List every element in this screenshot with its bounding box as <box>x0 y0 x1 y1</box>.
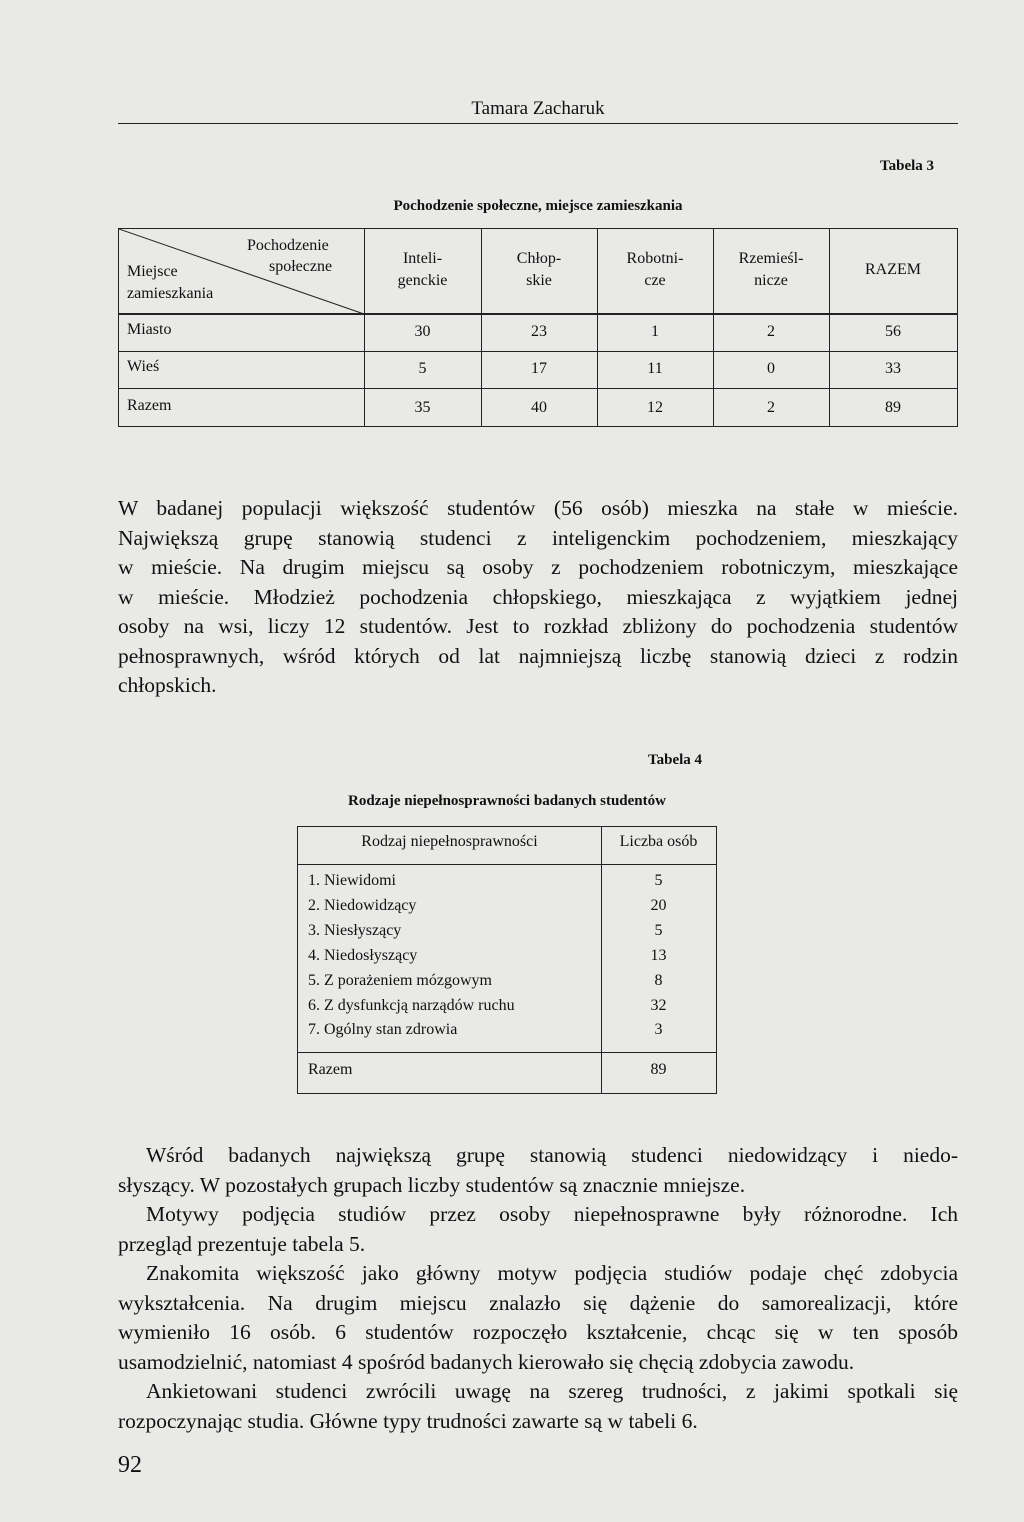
header-rule <box>118 123 958 124</box>
table4-title: Rodzaje niepełnosprawności badanych studentów <box>348 793 666 809</box>
paragraph-4 <box>118 1259 958 1377</box>
col-header-line: Rzemieśl- <box>738 250 804 267</box>
corner-top-line: Pochodzenie <box>247 237 329 254</box>
text-line: Ankietowani studenci zwrócili uwagę na szereg trudności, z jakimi spotkali się <box>146 1379 958 1403</box>
table3-header-rule <box>119 313 957 315</box>
page-number: 92 <box>118 1452 142 1478</box>
table4-header-rule <box>298 864 716 865</box>
col-header-line: nicze <box>754 272 788 289</box>
table3-row-rule <box>119 388 957 389</box>
table4-total-label: Razem <box>308 1061 353 1078</box>
table4-row-label: 1. Niewidomi <box>308 872 396 889</box>
table3-number: Tabela 3 <box>880 158 935 174</box>
paragraph-3 <box>118 1200 958 1259</box>
running-head: Tamara Zacharuk <box>471 98 605 119</box>
text-line: Znakomita większość jako główny motyw podjęcia studiów podaje chęć zdobycia <box>146 1261 958 1285</box>
corner-top-line: społeczne <box>269 258 333 275</box>
col-header-line: Chłop- <box>516 250 562 267</box>
table4-row-value: 3 <box>654 1021 663 1038</box>
table3-cell: 2 <box>767 323 775 340</box>
text-line: pełnosprawnych, wśród których od lat najmniejszą liczbę stanowią dzieci z rodzin <box>118 643 958 668</box>
table3-cell: 12 <box>647 399 663 416</box>
paragraph-1 <box>118 494 958 701</box>
text-line: chłopskich. <box>118 673 217 697</box>
table4-row-label: 7. Ogólny stan zdrowia <box>308 1021 458 1038</box>
table3-col-header <box>364 248 481 292</box>
table3-cell: 33 <box>885 360 901 377</box>
col-header-line: cze <box>644 272 666 289</box>
table3-row-rule <box>119 351 957 352</box>
table3-col-header <box>713 248 829 292</box>
table3-cell: 5 <box>418 360 427 377</box>
table3 <box>118 228 958 427</box>
table4-row-label: 4. Niedosłyszący <box>308 947 418 964</box>
table4-row-value: 20 <box>650 897 667 914</box>
table3-cell: 40 <box>531 399 547 416</box>
table3-corner-bottom <box>127 261 213 305</box>
table3-col-header <box>481 248 597 292</box>
table4-row-label: 5. Z porażeniem mózgowym <box>308 972 492 989</box>
table3-corner-top <box>247 235 332 277</box>
table3-col-header: RAZEM <box>865 261 921 278</box>
col-header-line: Inteli- <box>402 250 443 267</box>
paragraph-2 <box>118 1141 958 1200</box>
text-line: wymieniło 16 osób. 6 studentów rozpoczęło kształcenie, chcąc się w ten sposób <box>118 1320 958 1344</box>
text-line: Motywy podjęcia studiów przez osoby niepełnosprawne były różnorodne. Ich <box>146 1202 958 1226</box>
table3-row-label: Wieś <box>127 358 160 375</box>
text-line: W badanej populacji większość studentów (56 osób) mieszka na stałe w mieście. <box>118 496 958 520</box>
table4-number: Tabela 4 <box>648 752 703 768</box>
table3-cell: 56 <box>885 323 901 340</box>
table3-title: Pochodzenie społeczne, miejsce zamieszkania <box>393 198 683 214</box>
text-line: usamodzielnić, natomiast 4 spośród badanych kierowało się chęcią zdobycia zawodu. <box>118 1349 855 1374</box>
corner-bottom-line: zamieszkania <box>127 285 214 302</box>
table3-cell: 89 <box>885 399 901 416</box>
col-header-line: Robotni- <box>626 250 684 267</box>
table4-total-value: 89 <box>650 1061 667 1078</box>
table3-cell: 1 <box>651 323 659 340</box>
table3-cell: 23 <box>531 323 547 340</box>
table4-row-value: 8 <box>654 972 663 989</box>
table4-row-value: 5 <box>654 922 663 939</box>
text-line: rozpoczynając studia. Główne typy trudności zawarte są w tabeli 6. <box>118 1408 698 1433</box>
table4-row-value: 5 <box>654 872 663 889</box>
text-line: w mieście. Młodzież pochodzenia chłopskiego, mieszkająca z wyjątkiem jednej <box>118 584 958 609</box>
table4-row-value: 32 <box>650 997 667 1014</box>
table3-cell: 35 <box>414 399 431 416</box>
table3-row-label: Razem <box>127 397 172 414</box>
table4-header-count: Liczba osób <box>619 833 698 850</box>
table4-row-label: 6. Z dysfunkcją narządów ruchu <box>308 997 515 1014</box>
text-line: przegląd prezentuje tabela 5. <box>118 1231 366 1256</box>
table4-row-label: 2. Niedowidzący <box>308 897 417 914</box>
table4-row-label: 3. Niesłyszący <box>308 922 402 939</box>
text-line: wykształcenia. Na drugim miejscu znalazło się dążenie do samorealizacji, które <box>118 1290 958 1315</box>
table4-total-rule <box>298 1052 716 1053</box>
corner-bottom-line: Miejsce <box>127 263 178 280</box>
table3-cell: 11 <box>647 360 663 377</box>
table3-row-label: Miasto <box>127 321 172 338</box>
table4-header-type: Rodzaj niepełnosprawności <box>361 833 538 850</box>
text-line: osoby na wsi, liczy 12 studentów. Jest to rozkład zbliżony do pochodzenia studentów <box>118 614 958 638</box>
paragraph-5 <box>118 1377 958 1436</box>
table3-cell: 30 <box>414 323 431 340</box>
col-header-line: genckie <box>397 272 448 289</box>
text-line: słyszący. W pozostałych grupach liczby studentów są znacznie mniejsze. <box>118 1172 746 1197</box>
table3-cell: 17 <box>531 360 547 377</box>
col-header-line: skie <box>526 272 552 289</box>
table3-cell: 0 <box>767 360 775 377</box>
table4-row-value: 13 <box>650 947 667 964</box>
text-line: Największą grupę stanowią studenci z inteligenckim pochodzeniem, mieszkający <box>118 525 958 550</box>
table4 <box>297 826 717 1094</box>
text-line: w mieście. Na drugim miejscu są osoby z pochodzeniem robotniczym, mieszkające <box>118 555 958 579</box>
text-line: Wśród badanych największą grupę stanowią studenci niedowidzący i niedo- <box>146 1143 958 1167</box>
table3-col-header <box>597 248 713 292</box>
table3-cell: 2 <box>767 399 775 416</box>
